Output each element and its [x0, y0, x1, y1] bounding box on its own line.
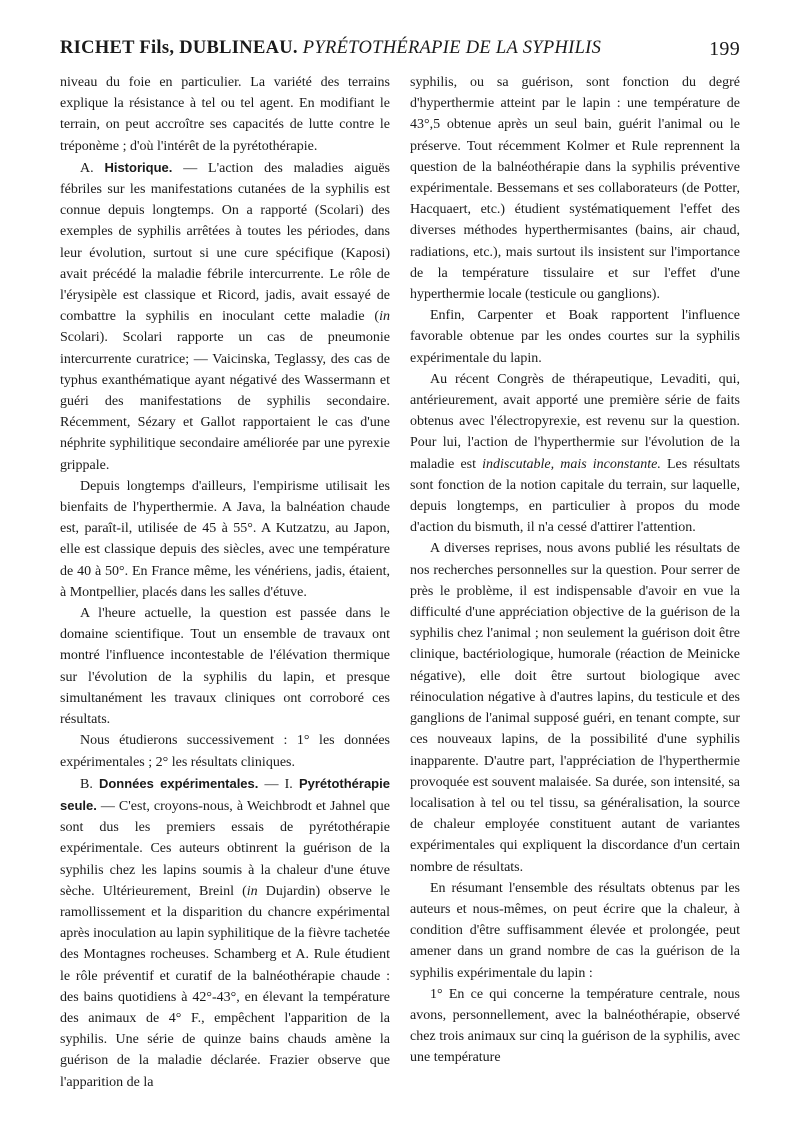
page-number: 199: [709, 38, 740, 60]
text-run: Scolari). Scolari rapporte un cas de pneumonie intercurrente curatrice; — Vaicinska, Teglassy, des cas de typhus exanthématique ayant négativé des Wassermann et guéri des manifestations de syphilis secondaire. Récemment, Sézary et Gallot rapportaient le cas d'une néphrite syphilitique secondaire améliorée par une pyrexie grippale.: [60, 330, 390, 473]
right-column: [410, 72, 740, 1093]
italic-run: indiscutable, mais inconstante.: [482, 456, 661, 472]
paragraph: A diverses reprises, nous avons publié les résultats de nos recherches personnelles sur la question. Pour serrer de près le problème, il est indispensable d'avoir en vue la difficulté d'une appréciation objective de la guérison de la syphilis chez l'animal ; non seulement la guérison doit être clinique, bactériologique, humorale (réaction de Meinicke négative), elle doit être surtout biologique avec réinoculation négative à d'autres lapins, du testicule et des ganglions de l'animal supposé guéri, en tenant compte, sur ces nouveaux lapins, de la possibilité d'une syphilis inapparente. D'autre part, l'appréciation de l'hyperthermie provoquée est souvent malaisée. Sa durée, son intensité, sa localisation à tel ou tel tissu, sa généralisation, la source de chaleur employée constituent autant de variantes expérimentales qui expliquent la discordance d'un certain nombre de résultats.: [410, 541, 740, 875]
section-heading-historique: Historique.: [104, 159, 173, 175]
paragraph: A l'heure actuelle, la question est passée dans le domaine scientifique. Tout un ensemble de travaux ont montré l'influence incontestable de l'élévation thermique sur l'évolution de la syphilis du lapin, et presque simultanément les travaux cliniques ont corroboré ces résultats.: [60, 606, 390, 728]
text-run: — L'action des maladies aiguës fébriles sur les manifestations cutanées de la syphilis est connue depuis longtemps. On a rapporté (Scolari) des exemples de syphilis arrêtées à toutes les périodes, dans leur évolution, surtout si une cure spécifique (Kaposi) avait précédé la maladie fébrile intercurrente. Le rôle de l'érysipèle est classique et Ricord, jadis, avait essayé de combattre la syphilis en inoculant cette maladie (: [60, 160, 390, 325]
paragraph: niveau du foie en particulier. La variété des terrains explique la résistance à tel ou tel agent. En modifiant le terrain, on peut accroître ses capacités de lutte contre le tréponème ; d'où l'intérêt de la pyrétothérapie.: [60, 75, 390, 154]
paragraph: Nous étudierons successivement : 1° les données expérimentales ; 2° les résultats cliniques.: [60, 733, 390, 770]
subsection-heading-pyretotherapie: Pyrétothérapie seule.: [60, 775, 390, 813]
section-heading-donnees: Données expérimentales.: [98, 775, 259, 791]
text-run: — C'est, croyons-nous, à Weichbrodt et Jahnel que sont dus les premiers essais de pyrétothérapie expérimentale. Ces auteurs obtinrent la guérison de la syphilis chez les lapins soumis à la chaleur d'une étuve sèche. Ultérieurement, Breinl (: [60, 798, 390, 899]
italic-run: in: [379, 309, 390, 325]
section-label: A.: [80, 160, 105, 176]
paragraph: Enfin, Carpenter et Boak rapportent l'influence favorable obtenue par les ondes courtes sur la syphilis expérimentale du lapin.: [410, 308, 740, 366]
text-run: Dujardin) observe le ramollissement et la disparition du chancre expérimental après inoculation au lapin syphilitique de la fièvre tachetée des Montagnes rocheuses. Schamberg et A. Rule étudient le rôle préventif et curatif de la balnéothérapie chaude : des bains quotidiens à 42°-43°, en élevant la température des animaux de 4° F., empêchent l'apparition de la syphilis. Une série de quinze bains chauds amène la guérison de la maladie déclarée. Frazier observe que l'apparition de la: [60, 883, 390, 1090]
paragraph: 1° En ce qui concerne la température centrale, nous avons, personnellement, avec la balnéothérapie, observé chez trois animaux sur cinq la guérison de la syphilis, avec une température: [410, 986, 740, 1066]
text-run: Les résultats sont fonction de la notion capitale du terrain, sur laquelle, depuis longtemps, en particulier à propos du mode d'action du bismuth, il n'a cessé d'attirer l'attention.: [410, 456, 740, 536]
paragraph: Depuis longtemps d'ailleurs, l'empirisme utilisait les bienfaits de l'hyperthermie. A Java, la balnéation chaude est, paraît-il, utilisée de 45 à 55°. A Kutzatzu, au Japon, elle est classique depuis des siècles, avec une température de 40 à 50°. En France même, les vénériens, jadis, étaient, à Montpellier, placés dans les salles d'étuve.: [60, 478, 390, 600]
text-columns: [60, 72, 740, 1093]
paragraph: [60, 773, 390, 1093]
paragraph: syphilis, ou sa guérison, sont fonction du degré d'hyperthermie atteint par le lapin : une température de 43°,5 obtenue après un seul bain, guérit l'animal ou le préserve. Tout récemment Kolmer et Rule reprennent la question de la balnéothérapie dans la syphilis préventive expérimentale. Bessemans et ses collaborateurs (de Potter, Hacquaert, etc.) étudient systématiquement l'effet des diverses méthodes hyperthermisantes (bains, air chaud, radiations, etc.), mais surtout ils insistent sur l'importance de la température tissulaire et sur l'effet d'une hyperthermie locale (testicule ou ganglions).: [410, 75, 740, 303]
italic-run: in: [246, 883, 258, 899]
paragraph: [410, 369, 740, 539]
section-label: B.: [80, 776, 99, 792]
header-authors: RICHET Fils, DUBLINEAU.: [60, 38, 298, 58]
header-title: PYRÉTOTHÉRAPIE DE LA SYPHILIS: [302, 38, 602, 58]
running-header: [60, 38, 740, 72]
text-run: Au récent Congrès de thérapeutique, Levaditi, qui, antérieurement, avait apporté une première série de faits obtenus avec l'électropyrexie, est revenu sur la question. Pour lui, l'action de l'hyperthermie sur l'évolution de la maladie est: [410, 371, 740, 472]
paragraph: En résumant l'ensemble des résultats obtenus par les auteurs et nous-mêmes, on peut écrire que la chaleur, à condition d'être suffisamment élevée et prolongée, peut amener dans un grand nombre de cas la guérison de la syphilis expérimentale du lapin :: [410, 880, 740, 981]
text-run: — I.: [258, 776, 299, 792]
paragraph: [60, 157, 390, 476]
left-column: [60, 72, 390, 1093]
